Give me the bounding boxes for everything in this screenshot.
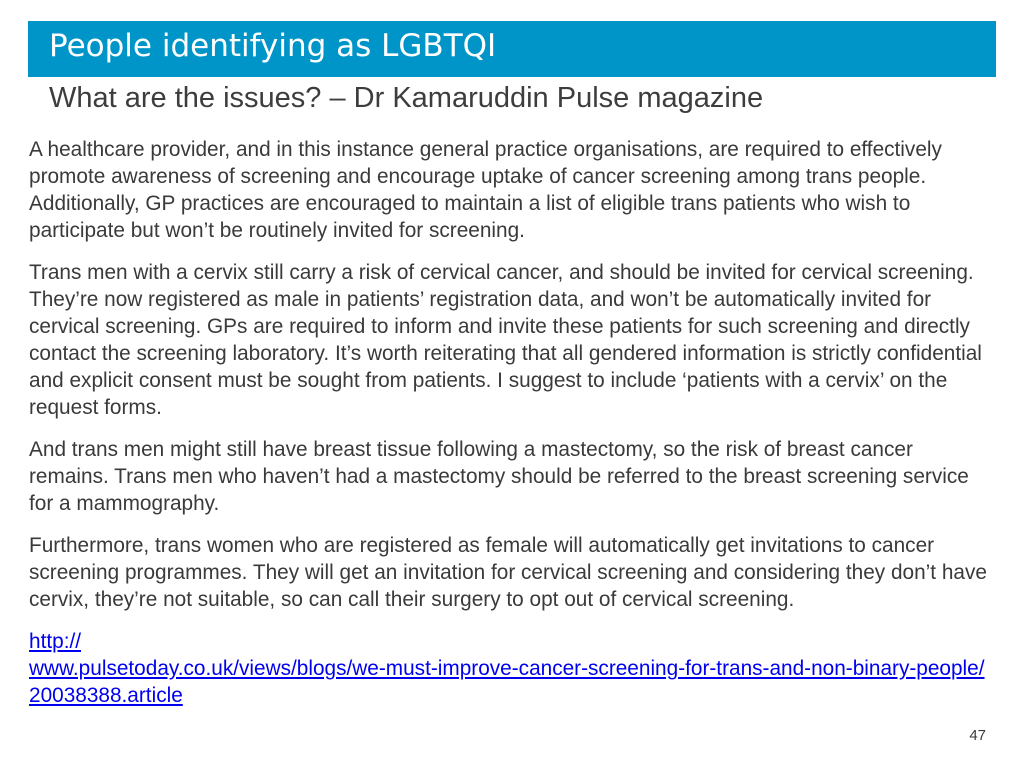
paragraph-2: Trans men with a cervix still carry a risk of cervical cancer, and should be invited for cervical screening. They’re now registered as male in patients’ registration data, and won’t be automatically invited for cervical screening. GPs are required to inform and invite these patients for such screening and directly contact the screening laboratory. It’s worth reiterating that all gendered information is strictly confidential and explicit consent must be sought from patients. I suggest to include ‘patients with a cervix’ on the request forms. [29, 261, 982, 419]
slide-subtitle: What are the issues? – Dr Kamaruddin Pulse magazine [49, 82, 764, 114]
source-link-line-2[interactable]: www.pulsetoday.co.uk/views/blogs/we-must-improve-cancer-screening-for-trans-and-non-binary-people/20038388.article [29, 657, 985, 707]
source-link-line-1[interactable]: http:// [29, 630, 82, 653]
paragraph-1: A healthcare provider, and in this instance general practice organisations, are required to effectively promote awareness of screening and encourage uptake of cancer screening among trans people. Additionally, GP practices are encouraged to maintain a list of eligible trans patients who wish to participate but won’t be routinely invited for screening. [29, 138, 942, 242]
slide-title: People identifying as LGBTQI [49, 28, 497, 64]
source-link[interactable] [29, 628, 991, 709]
paragraph-4: Furthermore, trans women who are registered as female will automatically get invitations to cancer screening programmes. They will get an invitation for cervical screening and considering they don’t have cervix, they’re not suitable, so can call their surgery to opt out of cervical screening. [29, 534, 987, 611]
slide-body [29, 136, 995, 709]
title-bar [28, 21, 996, 77]
paragraph-3: And trans men might still have breast tissue following a mastectomy, so the risk of breast cancer remains. Trans men who haven’t had a mastectomy should be referred to the breast screening service for a mammography. [29, 438, 969, 515]
page-number: 47 [969, 727, 986, 744]
